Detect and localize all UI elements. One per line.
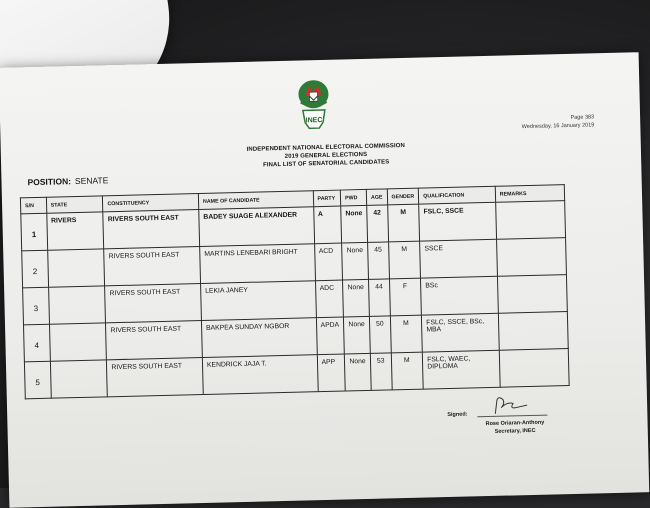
cell-party: ACD: [314, 243, 342, 281]
cell-name: MARTINS LENEBARI BRIGHT: [200, 244, 315, 284]
cell-sn: 1: [21, 213, 47, 251]
document-date: Wednesday, 16 January 2019: [521, 122, 595, 131]
cell-pwd: None: [342, 242, 369, 280]
cell-pwd: None: [343, 279, 370, 317]
header-pwd: PWD: [340, 189, 366, 206]
cell-party: A: [313, 206, 341, 244]
cell-sn: 4: [24, 324, 50, 362]
cell-remarks: [498, 312, 568, 351]
cell-remarks: [496, 238, 566, 277]
cell-name: BAKPEA SUNDAY NGBOR: [201, 318, 316, 358]
cell-age: 45: [368, 242, 389, 279]
cell-gender: M: [390, 315, 423, 353]
cell-age: 44: [369, 279, 390, 316]
position-line: [27, 175, 108, 187]
cell-age: 53: [370, 353, 391, 390]
header-name: NAME OF CANDIDATE: [198, 191, 313, 210]
list-title: FINAL LIST OF SENATORIAL CANDIDATES: [262, 159, 390, 169]
cell-sn: 5: [24, 361, 50, 399]
signed-label: Signed:: [447, 411, 468, 419]
header-gender: GENDER: [387, 188, 419, 205]
document-heading: [181, 140, 471, 171]
cell-gender: M: [388, 241, 421, 279]
cell-sn: 2: [22, 250, 48, 288]
cell-pwd: None: [344, 353, 371, 391]
page-info: [521, 113, 594, 131]
cell-party: APDA: [316, 317, 344, 355]
cell-constituency: RIVERS SOUTH EAST: [103, 210, 199, 249]
cell-pwd: None: [343, 316, 370, 354]
cell-qualification: BSc: [421, 276, 498, 315]
signer-name: Rose Oriaran-Anthony: [485, 419, 545, 428]
cell-name: KENDRICK JAJA T.: [202, 355, 317, 395]
header-state: STATE: [46, 196, 103, 213]
cell-state: RIVERS: [46, 212, 104, 250]
candidate-list-document: [0, 52, 649, 508]
header-party: PARTY: [313, 190, 341, 207]
header-constituency: CONSTITUENCY: [103, 194, 199, 212]
position-label: POSITION:: [27, 176, 72, 188]
cell-qualification: FSLC, SSCE: [419, 202, 496, 241]
cell-remarks: [497, 275, 567, 314]
cell-constituency: RIVERS SOUTH EAST: [107, 357, 203, 396]
inec-logo-icon: [294, 78, 333, 139]
cell-state: [47, 249, 105, 287]
signer-block: [485, 419, 544, 436]
cell-gender: M: [391, 352, 424, 390]
svg-text:INEC: INEC: [305, 116, 323, 125]
cell-gender: M: [387, 204, 420, 242]
cell-name: LEKIA JANEY: [200, 281, 315, 321]
page-number: Page 383: [570, 114, 595, 121]
position-value: SENATE: [74, 175, 109, 187]
cell-qualification: FSLC, WAEC, DIPLOMA: [422, 350, 499, 389]
cell-state: [48, 286, 106, 324]
header-age: AGE: [366, 189, 387, 205]
cell-party: ADC: [315, 280, 343, 318]
election-name: 2019 GENERAL ELECTIONS: [284, 151, 368, 160]
org-name: INDEPENDENT NATIONAL ELECTORAL COMMISSION: [246, 142, 405, 153]
cell-sn: 3: [23, 287, 49, 325]
cell-state: [49, 323, 107, 361]
cell-remarks: [499, 349, 569, 388]
cell-name: BADEY SUAGE ALEXANDER: [199, 207, 314, 247]
cell-age: 50: [369, 316, 390, 353]
header-qualification: QUALIFICATION: [418, 186, 495, 204]
cell-remarks: [495, 201, 565, 240]
header-remarks: REMARKS: [495, 185, 565, 203]
cell-gender: F: [389, 278, 422, 316]
cell-constituency: RIVERS SOUTH EAST: [105, 284, 201, 323]
header-sn: S/N: [20, 197, 46, 214]
cell-qualification: SSCE: [420, 239, 497, 278]
cell-pwd: None: [341, 205, 368, 243]
candidates-table: [20, 184, 570, 399]
cell-party: APP: [317, 354, 345, 392]
cell-age: 42: [367, 205, 388, 242]
signer-title: Secretary, INEC: [494, 427, 536, 435]
cell-constituency: RIVERS SOUTH EAST: [104, 247, 200, 286]
cell-constituency: RIVERS SOUTH EAST: [106, 321, 202, 360]
cell-qualification: FSLC, SSCE, BSc, MBA: [422, 313, 499, 352]
cell-state: [50, 360, 108, 398]
